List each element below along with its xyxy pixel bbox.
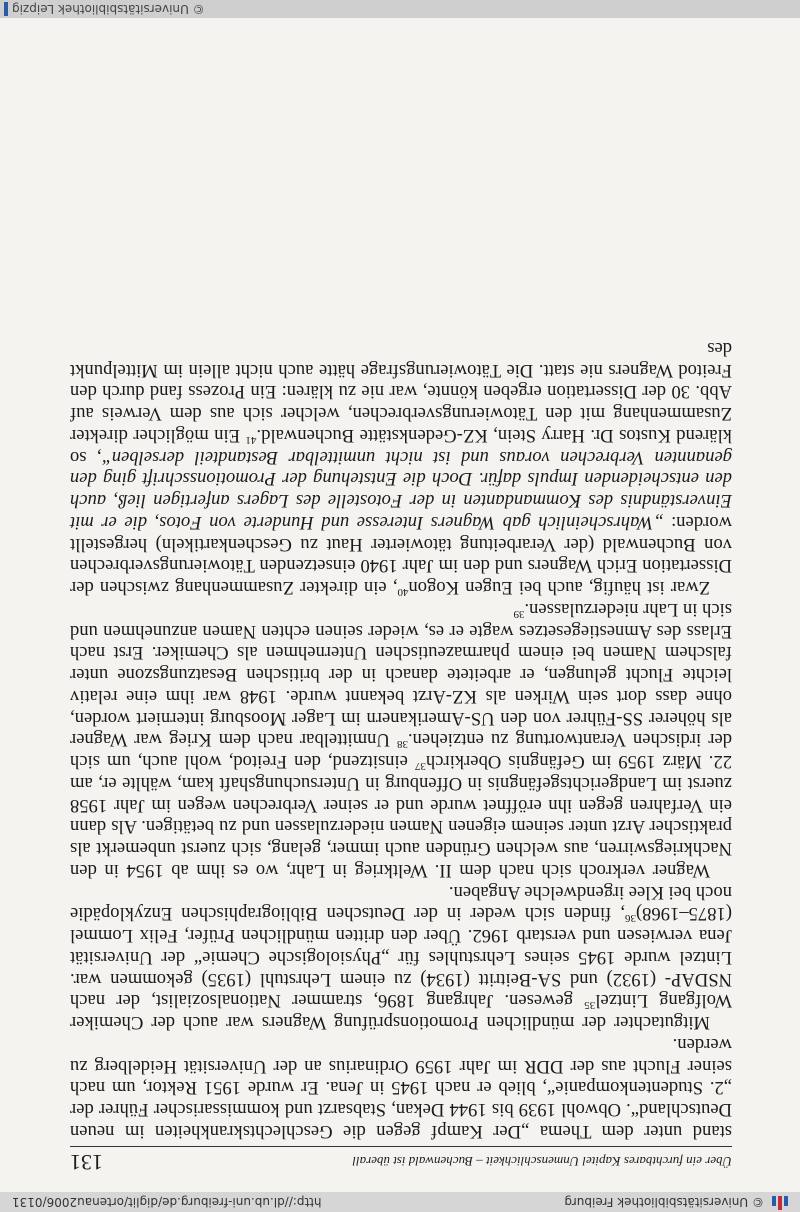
text-run: Mitgutachter der mündlichen Promotionsprüfung Wagners war auch der Chemiker Wolfgang Lintzel: [70, 990, 732, 1034]
banner-copyright: © Universitätsbibliothek Freiburg: [564, 1195, 764, 1209]
running-head: [70, 1146, 732, 1177]
text-run: Wagner verkroch sich nach dem II. Weltkrieg in Lahr, wo es ihm ab 1954 in den Nachkriegswirren, aus welchen Gründen auch immer, gelang, sich zuerst unbemerkt als praktischer Arzt unter seinem eigenen Namen niederzulassen und zu betätigen. Als dann ein Verfahren gegen ihn eröffnet wurde und er seiner Verbrechen wegen im Jahr 1958 zuerst im Landgerichtsgefängnis in Offenburg in Untersuchungshaft kam, wählte er, am 22. März 1959 im Gefängnis Oberkirch: [70, 751, 732, 881]
ub-leipzig-logo-icon: [4, 2, 8, 16]
paragraph: [70, 881, 732, 1033]
document-page: [70, 337, 732, 1177]
text-run: , ein direkter Zusammenhang zwischen der Dissertation Erich Wagners und den im Jahr 1940 einsetzenden Tätowierungsverbrechen von Buchenwald (der Verarbeitung tätowierter Haut zu Geschenkartikeln) hergestellt worden:: [70, 512, 732, 599]
text-run: stand unter dem Thema „Der Kampf gegen die Geschlechtskrankheiten im neuen Deutschland“. Obwohl 1939 bis 1944 Dekan, Stabsarzt und kommissarischer Führer der „2. Studentenkompanie“, blieb er nach 1945 in Jena. Er wurde 1951 Rektor, um nach seiner Flucht aus der DDR im Jahr 1959 Ordinarius an der Universität Heidelberg zu werden.: [70, 1034, 732, 1142]
paragraph: [70, 337, 732, 598]
body-text: [70, 337, 732, 1142]
text-run: einsitzend, den Freitod, wohl auch, um sich der irdischen Verantwortung zu entziehen.: [70, 729, 732, 773]
text-run: gewesen. Jahrgang 1896, strammer Nationalsozialist, der nach NSDAP- (1932) und SA-Beitritt (1934) zu einem Lehrstuhl (1935) gekommen war. Lintzel wurde 1945 seines Lehrstuhles für „Physiologische Chemie“ der Universität Jena verwiesen und verstarb 1962. Über den dritten mündlichen Prüfer, Felix Lommel (1875–1968): [70, 903, 732, 1012]
text-run: Ein möglicher direkter Zusammenhang mit den Tätowierungsverbrechen, welcher sich aus dem Verweis auf Abb. 30 der Dissertation ergeben könnte, war nie zu klären: Ein Prozess fand durch den Freitod Wagners nie statt. Die Tätowierungsfrage hätte auch nicht allein im Mittelpunkt des: [70, 338, 732, 446]
quotation: „Wahrscheinlich gab Wagners Interesse und Hunderte von Fotos, die er mit Einverständnis des Kommandanten in der Fotostelle des Lagers anfertigen ließ, auch den entscheidenden Impuls dafür. Doch die Entstehung der Promotionsschrift ging den genannten Verbrechen voraus und ist nicht unmittelbar Bestandteil derselben“: [70, 446, 732, 533]
footnote-ref: 40: [397, 586, 409, 599]
paragraph: [70, 598, 732, 881]
footnote-ref: 38: [396, 738, 408, 751]
footnote-ref: 37: [414, 760, 426, 773]
text-run: , so klärend Kustos Dr. Harry Stein, KZ-Gedenkstätte Buchenwald.: [70, 425, 732, 468]
text-run: , finden sich weder in der Deutschen Bibliographischen Enzyklopädie noch bei Klee irgendwelche Angaben.: [70, 881, 732, 925]
footnote-ref: 41: [245, 434, 257, 447]
footnote-ref: 39: [513, 608, 525, 621]
library-banner: [0, 1192, 800, 1212]
running-head-title: Über ein furchtbares Kapitel Unmenschlichkeit – Buchenwald ist überall: [352, 1154, 732, 1169]
text-run: Zwar ist häufig, auch bei Eugen Kogon: [408, 577, 710, 599]
footer-banner: [0, 0, 800, 18]
ub-freiburg-logo-icon: [772, 1194, 788, 1210]
page-number: 131: [70, 1150, 103, 1175]
footnote-ref: 35: [584, 999, 596, 1012]
paragraph: [70, 1033, 732, 1142]
text-run: Unmittelbar nach dem Krieg war Wagner als höherer SS-Führer von den US-Amerikanern im Lager Moosburg interniert worden, ohne dass dort sein Wirken als KZ-Arzt bekannt wurde. 1948 war ihm eine relativ leichte Flucht gelungen, er arbeitete danach in der britischen Besatzungszone unter falschem Namen bei einem pharmazeutischen Unternehmen als Chemiker. Erst nach Erlass des Amnestiegesetzes wagte er es, wieder seinen echten Namen anzunehmen und sich in Lahr niederzulassen.: [70, 599, 732, 751]
footnote-ref: 36: [624, 912, 636, 925]
footer-copyright: © Universitätsbibliothek Leipzig: [12, 2, 205, 16]
banner-url[interactable]: http://dl.ub.uni-freiburg.de/diglit/ortenau2006/0131: [12, 1195, 322, 1209]
